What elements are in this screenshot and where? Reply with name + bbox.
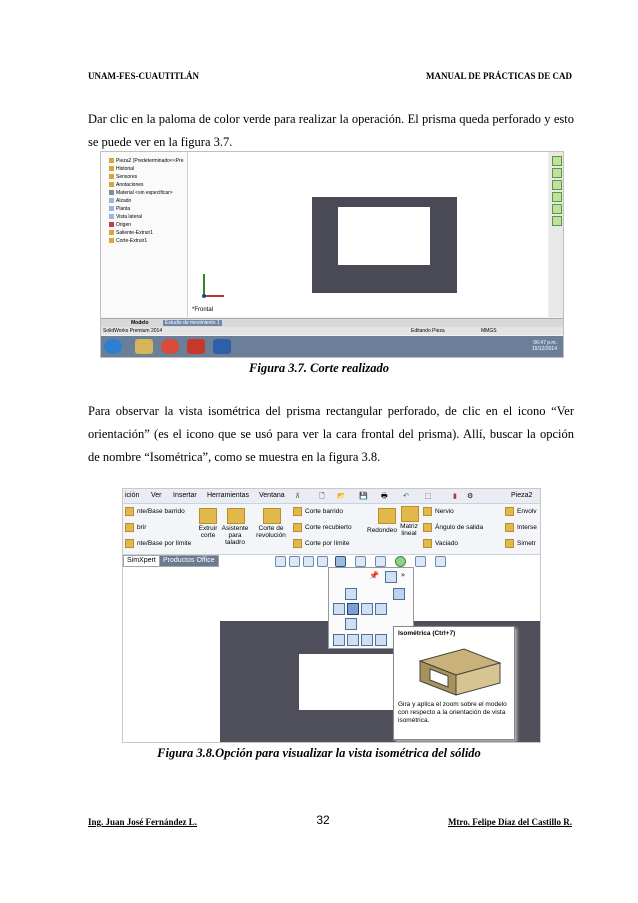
paragraph-2-line-3: de nombre “Isométrica”, como se muestra en la figura 3.8. [88,450,381,464]
library-icon[interactable] [552,180,562,190]
linear-pattern-icon[interactable] [401,506,419,522]
ribbon-item[interactable]: Vaciado [423,539,458,548]
header-left: UNAM-FES-CUAUTITLÁN [88,71,200,81]
normal-to-icon[interactable] [385,571,397,583]
swept-boss-icon [125,507,134,516]
menu-window[interactable]: Ventana [259,492,285,499]
document-title: Pieza2 [511,492,533,499]
hole-wizard-icon[interactable] [227,508,245,524]
rebuild-icon[interactable]: ▮ [453,493,457,500]
wrap-icon [505,507,514,516]
footer-left: Ing. Juan José Fernández L. [88,817,198,827]
paragraph-2-line-2: orientación” (es el icono que se usó para ver la cara frontal del prisma). Allí, buscar la opción [88,427,574,441]
plane-icon [109,206,114,211]
folder-icon[interactable] [135,339,153,354]
undo-icon[interactable]: ↶ [403,493,409,500]
tree-item[interactable]: Alzado [109,198,131,204]
ribbon-item[interactable]: Corte barrido [293,507,343,516]
top-view-icon[interactable] [345,588,357,600]
ribbon-item[interactable]: brir [125,523,146,532]
plane-icon [109,198,114,203]
open-icon[interactable]: 📂 [337,493,346,500]
header-right: MANUAL DE PRÁCTICAS DE CAD [425,71,572,81]
tab-office-products[interactable]: Productos Office [159,555,219,567]
mirror-icon [505,539,514,548]
loft-icon [125,523,134,532]
ribbon-item[interactable]: Corte por límite [293,539,349,548]
extruded-cut-label[interactable]: Extruir corte [198,525,218,539]
section-view-icon[interactable] [317,556,328,567]
left-view-icon[interactable] [333,603,345,615]
extrude-icon [109,230,114,235]
select-icon[interactable]: ⬚ [425,493,432,500]
part-icon [109,158,114,163]
back-view-icon[interactable] [375,603,387,615]
previous-view-icon[interactable] [303,556,314,567]
figure-3-8-screenshot [122,488,541,743]
status-mode: Editando Pieza [411,328,445,334]
fillet-icon[interactable] [378,508,396,524]
ribbon-item[interactable]: Interse [505,523,537,532]
menu-edit[interactable]: ición [125,492,140,499]
isometric-preview-icon [400,641,508,697]
boundary-boss-icon [125,539,134,548]
view-label: *Frontal [192,307,214,313]
paragraph-1-line-1: Dar clic en la paloma de color verde para realizar la operación. El prisma queda perforado y esto [88,112,574,126]
boundary-cut-icon [293,539,302,548]
features-ribbon [123,504,540,555]
options-icon[interactable]: ⚙ [467,493,474,500]
page-number: 32 [316,813,330,827]
swept-cut-icon [293,507,302,516]
ribbon-item[interactable]: Envolv [505,507,537,516]
tree-item[interactable]: Planta [109,206,130,212]
figure-3-7-screenshot [100,151,564,358]
resources-icon[interactable] [552,168,562,178]
tab-simxpert[interactable]: SimXpert [123,555,160,567]
two-view-horizontal-icon[interactable] [347,634,359,646]
view-orientation-icon[interactable] [335,556,346,567]
feature-tree [101,152,188,317]
tab-model[interactable]: Modelo [131,320,149,326]
scene-icon[interactable] [415,556,426,567]
paragraph-1-line-2: se puede ver en la figura 3.7. [88,135,233,149]
menu-pin-icon[interactable]: ⊼ [295,493,301,500]
history-icon [109,166,114,171]
windows-taskbar [101,336,563,357]
rib-icon [423,507,432,516]
ribbon-item[interactable]: Ángulo de salida [423,523,483,532]
paragraph-2-line-1: Para observar la vista isométrica del prisma rectangular perforado, de clic en el icono “Ver [88,404,574,418]
plane-icon [109,214,114,219]
ribbon-item[interactable]: Simetr [505,539,536,548]
hide-show-icon[interactable] [375,556,386,567]
ribbon-item[interactable]: Nervio [423,507,454,516]
figure-3-8-caption: Figura 3.8.Opción para visualizar la vista isométrica del sólido [157,746,481,760]
display-style-icon[interactable] [355,556,366,567]
heads-up-toolbar [273,555,463,567]
tab-motion-study[interactable]: Estudio de movimiento 1 [165,320,220,326]
save-icon[interactable]: 💾 [359,493,368,500]
triad-axes-icon [198,270,226,300]
extruded-cut-icon[interactable] [199,508,217,524]
status-bar [101,327,563,335]
view-settings-icon[interactable] [435,556,446,567]
tree-item[interactable]: Sensores [109,174,137,180]
intersect-icon [505,523,514,532]
two-view-vertical-icon[interactable] [361,634,373,646]
sensor-icon [109,174,114,179]
material-icon [109,190,114,195]
task-pane-toolbar [549,152,563,317]
revolved-cut-label[interactable]: Corte de revolución [256,525,286,539]
draft-icon [423,523,432,532]
revolved-cut-icon[interactable] [263,508,281,524]
chrome-icon[interactable] [161,339,179,354]
clock: 06:47 p.m. 15/12/2014 [531,340,557,352]
fillet-label[interactable]: Redondeo [367,527,397,534]
cut-extrude-icon [109,238,114,243]
hole-wizard-label[interactable]: Asistente para taladro [221,525,249,546]
menu-view[interactable]: Ver [151,492,162,499]
tree-item[interactable]: Anotaciones [109,182,144,188]
new-icon[interactable]: 🗋 [319,493,325,500]
right-view-icon[interactable] [361,603,373,615]
tree-item[interactable]: Saliente-Extruir1 [109,230,153,236]
start-icon[interactable] [104,339,122,354]
tree-item[interactable]: Pieza2 (Predeterminado<<Pre [109,158,184,164]
figure-3-7-caption: Figura 3.7. Corte realizado [249,361,389,375]
appearance-icon[interactable] [552,216,562,226]
front-view-icon[interactable] [347,603,359,615]
ribbon-item[interactable]: nte/Base por límite [125,539,191,548]
zoom-area-icon[interactable] [289,556,300,567]
pin-icon[interactable]: 📌 [369,571,379,580]
status-units[interactable]: MMGS [481,328,497,334]
home-icon[interactable] [552,156,562,166]
appearance-icon[interactable] [395,556,406,567]
ribbon-item[interactable]: nte/Base barrido [125,507,185,516]
prism-hole [338,207,430,265]
zoom-to-fit-icon[interactable] [275,556,286,567]
four-view-icon[interactable] [375,634,387,646]
menu-insert[interactable]: Insertar [173,492,197,499]
bottom-view-icon[interactable] [345,618,357,630]
single-view-icon[interactable] [333,634,345,646]
menu-bar [123,489,540,504]
origin-icon [109,222,114,227]
solidworks-icon[interactable] [187,339,205,354]
lofted-cut-icon [293,523,302,532]
annotation-icon [109,182,114,187]
tooltip-title: Isométrica (Ctrl+7) [398,630,456,637]
ribbon-item[interactable]: Corte recubierto [293,523,352,532]
tree-item[interactable]: Material <sin especificar> [109,190,173,196]
palette-icon[interactable] [552,204,562,214]
tree-item[interactable]: Vista lateral [109,214,142,220]
isometric-view-icon[interactable] [393,588,405,600]
tooltip-description: Gira y aplica el zoom sobre el modelo con respecto a la orientación de vista isométrica. [398,701,507,724]
tree-item[interactable]: Historial [109,166,134,172]
word-icon[interactable] [213,339,231,354]
linear-pattern-label[interactable]: Matriz lineal [400,523,418,537]
tree-item[interactable]: Origen [109,222,131,228]
tree-item[interactable]: Corte-Extruir1 [109,238,147,244]
paragraph-1 [88,108,574,154]
paragraph-2 [88,400,574,469]
shell-icon [423,539,432,548]
menu-tools[interactable]: Herramientas [207,492,250,499]
print-icon[interactable]: 🖶 [381,493,388,500]
isometric-tooltip [393,626,515,740]
explorer-icon[interactable] [552,192,562,202]
expand-icon[interactable]: » [401,570,405,579]
footer-right: Mtro. Felipe Díaz del Castillo R. [447,817,572,827]
status-product: SolidWorks Premium 2014 [103,328,163,334]
